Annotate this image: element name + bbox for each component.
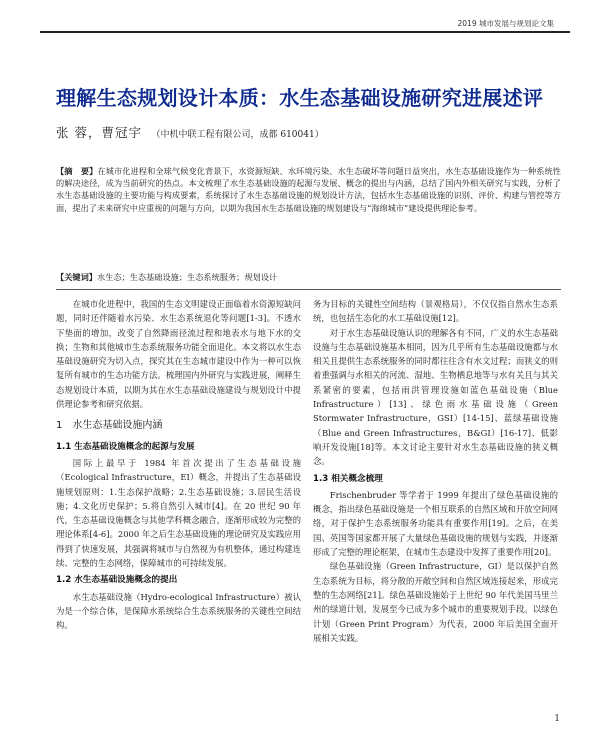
body-column-left	[56, 297, 301, 725]
header-rule	[40, 31, 570, 33]
section-1-heading: 1 水生态基础设施内涵	[56, 420, 163, 432]
keywords	[56, 271, 561, 283]
paper-title: 理解生态规划设计本质：水生态基础设施研究进展述评	[56, 86, 544, 110]
right-col-paragraph-4: 绿色基础设施（Green Infrastructure，GI）是以保护自然生态系统为目标，将分散的开敞空间和自然区域连接起来，形成完整的生态网络[21]。绿色基础设施始于上世纪 90 年代美国马里兰州的绿道计划，发展至今已成为多个城市的重要规划手段。以绿色计划（Green Print Program）为代表，2000 年后美国全面开展相关实践。	[313, 561, 558, 643]
right-col-continuation: 务为目标的关键性空间结构（景观格局），不仅仅指自然水生态系统，也包括生态化的水工基础设施[12]。	[313, 299, 558, 324]
intro-paragraph: 在城市化进程中，我国的生态文明建设正面临着水资源短缺问题，同时还伴随着水污染、水生态系统退化等问题[1-3]。不透水下垫面的增加，改变了自然降雨径流过程和地表水与地下水的交换；生物和其他城市生态系统服务功能全面退化。本文将以水生态基础设施研究为切入点，探究其在生态城市建设中作为一种可以恢复所有城市的生态功能方法。梳理国内外研究与实践进展，阐释生态规划设计本质，以期为其在水生态基础设施建设与规划设计中提供理论参考和研究依据。	[56, 299, 301, 410]
running-header: 2019 城市发展与规划论文集	[457, 19, 554, 28]
section-1-3-text: Frischenbruder 等学者于 1999 年提出了绿色基础设施的概念，指出绿色基础设施是一个相互联系的自然区域和开放空间网络，对于保护生态系统服务功能具有重要作用[19]。之后，在美国、英国等国家都开展了大量绿色基础设施的规划与实践，并逐渐形成了完整的理论框架，在城市生态建设中发挥了重要作用[20]。	[313, 489, 558, 558]
keywords-text: 水生态；生态基础设施；生态系统服务；规划设计	[96, 272, 278, 282]
section-1-2-text: 水生态基础设施（Hydro-ecological Infrastructure）被认为是一个综合体，是保障水系统综合生态系统服务的关键性空间结构。	[56, 591, 301, 631]
keywords-label: 【关键词】	[56, 272, 97, 282]
body-column-right	[313, 297, 558, 725]
author-affiliation: （中机中联工程有限公司，成都 610041）	[151, 130, 324, 140]
section-1-1-text: 国际上最早于 1984 年首次提出了生态基础设施（Ecological Infrastructure，EI）概念，并提出了生态基础设施规划原则：1.生态保护战略；2.生态基础设施；3.居民生活设施；4.文化历史保护；5.将自然引入城市[4]。在 20 世纪 90 年代，生态基础设施概念与其他学科概念融合，逐渐形成较为完整的理论体系[4-6]。2000 年之后生态基础设施的理论研究及实践应用得到了快速发展，其强调将城市与自然视为有机整体，通过构建连续、完整的生态网络，保障城市的可持续发展。	[56, 457, 301, 569]
section-1-1-heading: 1.1 生态基础设施概念的起源与发展	[56, 441, 195, 452]
section-1-2-heading: 1.2 水生态基础设施概念的提出	[56, 575, 178, 586]
author-line	[56, 123, 556, 141]
author-names: 张 蓉，曹冠宇	[56, 125, 142, 140]
abstract-label: 【摘 要】	[56, 166, 98, 176]
abstract-divider	[56, 289, 561, 290]
right-col-paragraph-2: 对于水生态基础设施认识的理解各有不同，广义的水生态基础设施与生态基础设施基本相同，因为几乎所有生态基础设施都与水相关且提供生态系统服务的同时都往往含有水文过程；而狭义的则着重强调与水相关的河流、湿地、生物栖息地等与水有关且与其关系紧密的要素，包括雨洪管理设施如蓝色基础设施（Blue Infrastructure）[13]、绿色雨水基础设施（Green Stormwater Infrastructure，GSI）[14-15]、蓝绿基础设施（Blue and Green Infrastructures，B&GI）[16-17]、低影响开发设施[18]等。本文讨论主要针对水生态基础设施的狭义概念。	[313, 327, 558, 467]
page-number: 1	[554, 714, 560, 724]
abstract-text: 在城市化进程和全球气候变化背景下，水资源短缺、水环境污染、水生态破坏等问题日益突出，水生态基础设施作为一种系统性的解决途径，成为当前研究的热点。本文梳理了水生态基础设施的起源与发展、概念的提出与内涵，总结了国内外相关研究与实践，分析了水生态基础设施的主要功能与构成要素，系统探讨了水生态基础设施的规划设计方法，包括水生态基础设施的识别、评价、构建与管控等方面，提出了未来研究中应重视的问题与方向，以期为我国水生态基础设施的规划建设与“海绵城市”建设提供理论参考。	[56, 166, 561, 213]
section-1-3-heading: 1.3 相关概念梳理	[313, 473, 383, 484]
abstract	[56, 165, 561, 265]
